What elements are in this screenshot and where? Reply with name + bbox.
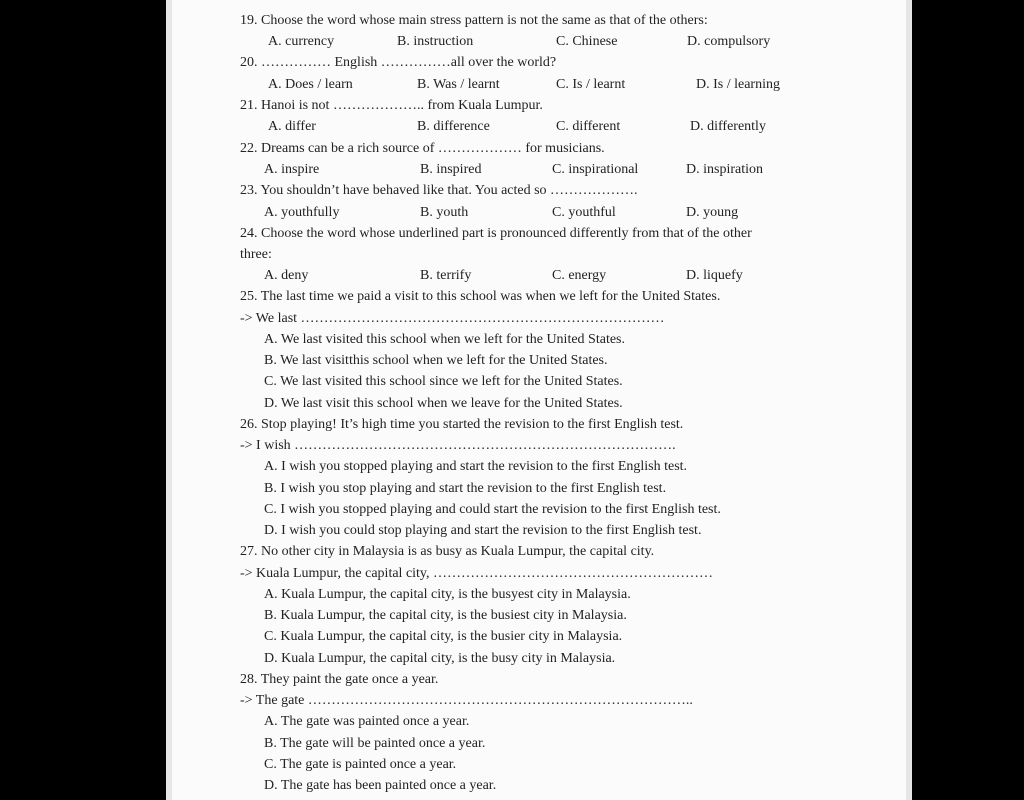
choice-24-c: C. energy (552, 268, 607, 283)
choice-21-c: C. different (556, 119, 621, 134)
choice-23-a: A. youthfully (264, 205, 340, 220)
option-25-b: B. We last visitthis school when we left for the United States. (264, 353, 608, 368)
option-28-a: A. The gate was painted once a year. (264, 714, 470, 729)
choice-row-24 (166, 265, 912, 286)
choice-20-d: D. Is / learning (696, 77, 780, 92)
question-19: 19. Choose the word whose main stress pattern is not the same as that of the others: (240, 13, 708, 28)
choice-row-23 (166, 202, 912, 223)
document-page (166, 0, 912, 800)
question-24: 24. Choose the word whose underlined part is pronounced differently from that of the other (240, 226, 752, 241)
answer-prompt-28: -> The gate ……………………………………………………………………….. (240, 693, 693, 708)
choice-20-c: C. Is / learnt (556, 77, 626, 92)
question-23: 23. You shouldn’t have behaved like that. You acted so ………………. (240, 183, 638, 198)
option-28-d: D. The gate has been painted once a year. (264, 778, 497, 793)
question-26: 26. Stop playing! It’s high time you started the revision to the first English test. (240, 417, 684, 432)
choice-21-a: A. differ (268, 119, 316, 134)
option-25-d: D. We last visit this school when we leave for the United States. (264, 396, 623, 411)
option-27-a: A. Kuala Lumpur, the capital city, is the busyest city in Malaysia. (264, 587, 631, 602)
choice-22-a: A. inspire (264, 162, 320, 177)
question-21: 21. Hanoi is not ……………….. from Kuala Lumpur. (240, 98, 543, 113)
option-25-c: C. We last visited this school since we left for the United States. (264, 374, 623, 389)
option-27-b: B. Kuala Lumpur, the capital city, is the busiest city in Malaysia. (264, 608, 627, 623)
option-26-c: C. I wish you stopped playing and could start the revision to the first English test. (264, 502, 721, 517)
answer-prompt-26: -> I wish ………………………………………………………………………. (240, 438, 676, 453)
choice-23-b: B. youth (420, 205, 469, 220)
choice-19-c: C. Chinese (556, 34, 618, 49)
choice-21-b: B. difference (417, 119, 490, 134)
question-25: 25. The last time we paid a visit to this school was when we left for the United States. (240, 289, 721, 304)
answer-prompt-27: -> Kuala Lumpur, the capital city, …………………………………………………… (240, 566, 714, 581)
option-25-a: A. We last visited this school when we left for the United States. (264, 332, 625, 347)
choice-23-d: D. young (686, 205, 739, 220)
question-28: 28. They paint the gate once a year. (240, 672, 439, 687)
question-22: 22. Dreams can be a rich source of ……………… for musicians. (240, 141, 605, 156)
choice-row-22 (166, 159, 912, 180)
choice-24-b: B. terrify (420, 268, 472, 283)
choice-row-20 (166, 74, 912, 95)
choice-23-c: C. youthful (552, 205, 616, 220)
option-28-b: B. The gate will be painted once a year. (264, 736, 486, 751)
answer-prompt-25: -> We last …………………………………………………………………… (240, 311, 665, 326)
question-24-continued: three: (240, 247, 272, 262)
choice-22-d: D. inspiration (686, 162, 763, 177)
choice-19-d: D. compulsory (687, 34, 771, 49)
option-28-c: C. The gate is painted once a year. (264, 757, 457, 772)
option-27-d: D. Kuala Lumpur, the capital city, is the busy city in Malaysia. (264, 651, 616, 666)
option-27-c: C. Kuala Lumpur, the capital city, is the busier city in Malaysia. (264, 629, 623, 644)
choice-24-d: D. liquefy (686, 268, 743, 283)
choice-21-d: D. differently (690, 119, 766, 134)
option-26-a: A. I wish you stopped playing and start the revision to the first English test. (264, 459, 688, 474)
choice-20-b: B. Was / learnt (417, 77, 500, 92)
choice-20-a: A. Does / learn (268, 77, 353, 92)
choice-row-19 (166, 31, 912, 52)
choice-24-a: A. deny (264, 268, 309, 283)
option-26-b: B. I wish you stop playing and start the revision to the first English test. (264, 481, 667, 496)
choice-22-b: B. inspired (420, 162, 482, 177)
choice-19-a: A. currency (268, 34, 335, 49)
question-20: 20. …………… English ……………all over the world? (240, 55, 557, 70)
choice-22-c: C. inspirational (552, 162, 639, 177)
choice-row-21 (166, 116, 912, 137)
option-26-d: D. I wish you could stop playing and start the revision to the first English test. (264, 523, 702, 538)
choice-19-b: B. instruction (397, 34, 474, 49)
question-27: 27. No other city in Malaysia is as busy as Kuala Lumpur, the capital city. (240, 544, 655, 559)
